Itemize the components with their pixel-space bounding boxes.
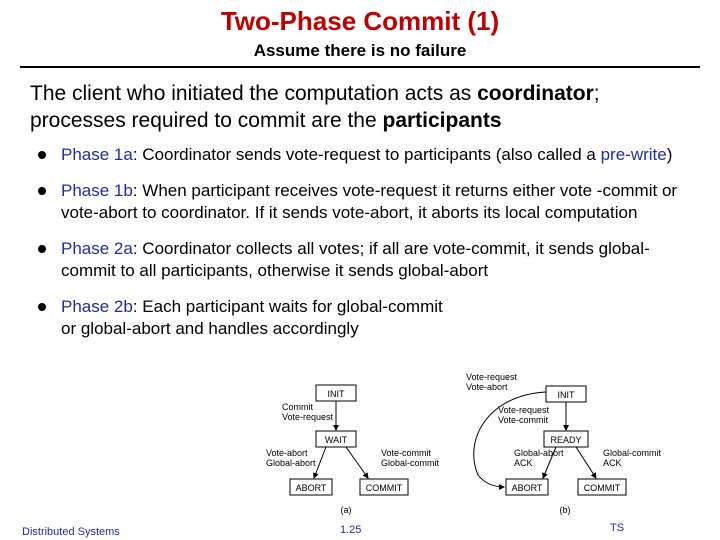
bullet-label: Phase 1a bbox=[61, 145, 133, 164]
bullet-text: : When participant receives vote-request it returns either vote -commit or vote-abort to coordinator. If it sends vote-abort, it aborts its local computation bbox=[61, 181, 678, 222]
bullet-dot-icon bbox=[38, 187, 46, 195]
bullet-item bbox=[38, 296, 461, 340]
caption-b: (b) bbox=[559, 505, 571, 515]
state-init-b-label: INIT bbox=[557, 390, 575, 400]
label-global-abort-b: Global-abort bbox=[514, 448, 564, 458]
intro-paragraph bbox=[30, 80, 700, 134]
bullet-text-end: ) bbox=[666, 145, 673, 164]
state-commit-b-label: COMMIT bbox=[583, 483, 621, 493]
bullet-dot-icon bbox=[38, 151, 46, 159]
arrow-wait-commit bbox=[346, 447, 368, 478]
bullet-text: : Coordinator collects all votes; if all are vote-commit, it sends global-commit to all participants, otherwise it sends global-abort bbox=[61, 239, 650, 280]
label-vote-commit-a: Vote-commit bbox=[381, 448, 432, 458]
state-machine-figure bbox=[258, 370, 698, 520]
bullet-dot-icon bbox=[38, 303, 46, 311]
intro-term-participants: participants bbox=[382, 109, 502, 132]
label-global-commit-b: Global-commit bbox=[603, 448, 662, 458]
footer-course: Distributed Systems bbox=[22, 526, 120, 538]
bullet-dot-icon bbox=[38, 245, 46, 253]
slide-title: Two-Phase Commit (1) bbox=[220, 6, 500, 36]
bullet-item bbox=[38, 180, 698, 224]
diagram-a bbox=[266, 385, 440, 515]
bullet-item bbox=[38, 144, 698, 166]
slide-subtitle: Assume there is no failure bbox=[253, 41, 467, 60]
bullet-term: pre-write bbox=[600, 145, 667, 164]
footer-page-number: 1.25 bbox=[340, 524, 362, 536]
label-vote-request-a: Vote-request bbox=[282, 412, 334, 422]
bullet-label: Phase 1b bbox=[61, 181, 133, 200]
bullet-list bbox=[38, 144, 698, 354]
bullet-label: Phase 2b bbox=[61, 297, 133, 316]
label-vote-abort-a: Vote-abort bbox=[266, 448, 308, 458]
state-init-a-label: INIT bbox=[327, 389, 345, 399]
label-vote-commit-b: Vote-commit bbox=[498, 415, 549, 425]
intro-text-1: The client who initiated the computation acts as bbox=[30, 82, 478, 105]
label-global-abort-a: Global-abort bbox=[266, 458, 316, 468]
title-divider bbox=[20, 66, 700, 68]
label-ack-left: ACK bbox=[514, 458, 533, 468]
caption-a: (a) bbox=[340, 505, 352, 515]
intro-text-2: ; processes required to commit are the bbox=[30, 82, 600, 132]
label-vote-abort-top: Vote-abort bbox=[466, 382, 508, 392]
intro-term-coordinator: coordinator bbox=[477, 82, 594, 105]
bullet-text: : Coordinator sends vote-request to participants (also called a bbox=[132, 145, 601, 164]
bullet-label: Phase 2a bbox=[61, 239, 133, 258]
state-ready-label: READY bbox=[550, 435, 582, 445]
diagram-b bbox=[466, 372, 662, 515]
label-vote-request-b: Vote-request bbox=[498, 405, 550, 415]
state-abort-b-label: ABORT bbox=[511, 483, 543, 493]
label-commit: Commit bbox=[282, 402, 313, 412]
footer-author: TS bbox=[610, 522, 625, 534]
arrow-ready-commit bbox=[576, 447, 596, 478]
bullet-item bbox=[38, 238, 698, 282]
bullet-text: : Each participant waits for global-commit or global-abort and handles accordingly bbox=[61, 297, 443, 338]
state-abort-a-label: ABORT bbox=[295, 483, 327, 493]
label-ack-right: ACK bbox=[603, 458, 622, 468]
label-global-commit-a: Global-commit bbox=[381, 458, 440, 468]
state-wait-label: WAIT bbox=[324, 435, 348, 445]
arrow-wait-abort bbox=[314, 447, 326, 478]
state-commit-a-label: COMMIT bbox=[365, 483, 403, 493]
label-vote-request-top: Vote-request bbox=[466, 372, 518, 382]
